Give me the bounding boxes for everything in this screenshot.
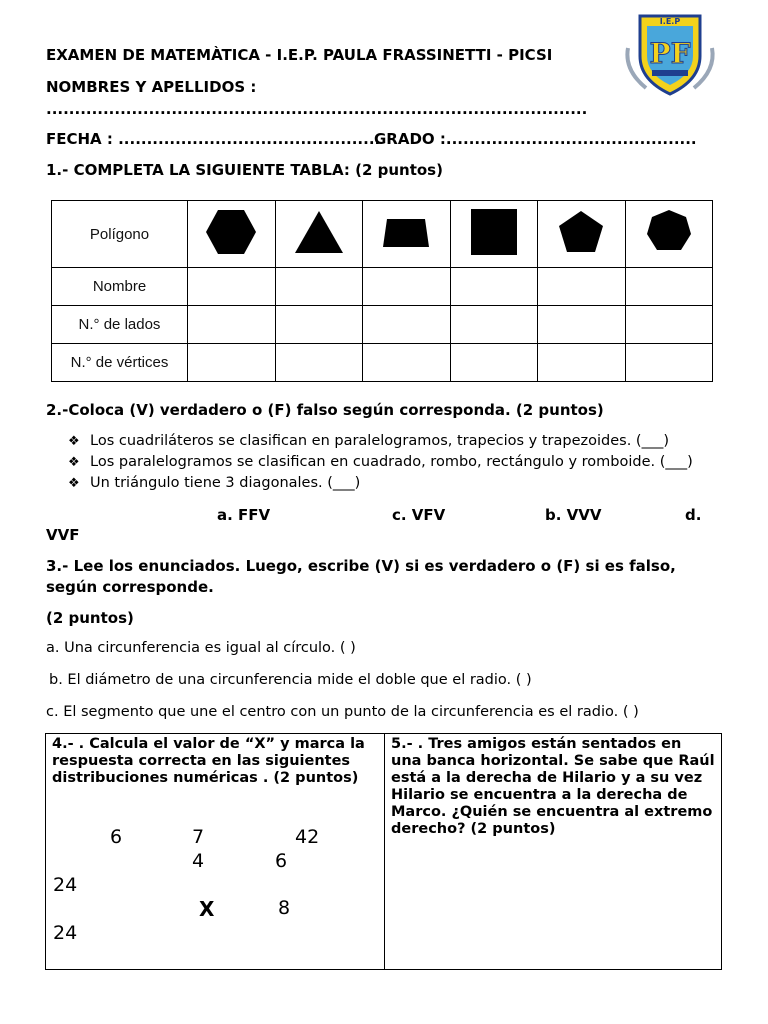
number-cell: 6 xyxy=(110,826,123,848)
q3-points: (2 puntos) xyxy=(46,609,134,627)
q4-q5-table xyxy=(45,733,722,970)
answer-cell[interactable] xyxy=(188,344,276,382)
list-item: ❖ Los cuadriláteros se clasifican en paralelogramos, trapecios y trapezoides. (___) xyxy=(68,431,693,452)
answer-cell[interactable] xyxy=(625,344,713,382)
answer-cell[interactable] xyxy=(538,306,626,344)
q3-title-line1: 3.- Lee los enunciados. Luego, escribe (V) si es verdadero o (F) si es falso, xyxy=(46,557,676,575)
number-cell: 42 xyxy=(295,826,320,848)
diamond-bullet-icon: ❖ xyxy=(68,434,80,449)
heptagon-icon xyxy=(625,201,713,268)
list-item: ❖ Los paralelogramos se clasifican en cuadrado, rombo, rectángulo y romboide. (___) xyxy=(68,452,693,473)
q3-item-c: c. El segmento que une el centro con un punto de la circunferencia es el radio. ( ) xyxy=(46,704,639,720)
answer-cell[interactable] xyxy=(538,268,626,306)
row-label-name: Nombre xyxy=(52,268,188,306)
option-d[interactable]: d. xyxy=(685,506,702,524)
diamond-bullet-icon: ❖ xyxy=(68,476,80,491)
q1-title: 1.- COMPLETA LA SIGUIENTE TABLA: (2 puntos) xyxy=(46,161,443,179)
triangle-icon xyxy=(275,201,363,268)
q3-item-a: a. Una circunferencia es igual al círculo. ( ) xyxy=(46,640,356,656)
answer-cell[interactable] xyxy=(275,268,363,306)
diamond-bullet-icon: ❖ xyxy=(68,455,80,470)
q2-statement-list xyxy=(68,431,693,494)
option-a[interactable]: a. FFV xyxy=(217,506,271,524)
answer-cell[interactable] xyxy=(625,268,713,306)
q2-title: 2.-Coloca (V) verdadero o (F) falso según corresponda. (2 puntos) xyxy=(46,401,604,419)
number-cell: 8 xyxy=(278,897,291,919)
row-label-polygon: Polígono xyxy=(52,201,188,268)
row-label-sides: N.° de lados xyxy=(52,306,188,344)
date-field[interactable]: FECHA : .............................................. xyxy=(46,130,381,148)
answer-cell[interactable] xyxy=(363,344,451,382)
hexagon-icon xyxy=(188,201,276,268)
number-cell: 7 xyxy=(192,826,205,848)
q3-title-line2: según corresponde. xyxy=(46,578,214,596)
logo-top-text: I.E.P xyxy=(659,17,681,26)
exam-title: EXAMEN DE MATEMÀTICA - I.E.P. PAULA FRASSINETTI - PICSI xyxy=(46,46,553,64)
answer-cell[interactable] xyxy=(275,306,363,344)
polygon-table xyxy=(51,200,713,382)
school-logo xyxy=(620,8,720,98)
answer-cell[interactable] xyxy=(538,344,626,382)
q5-title: 5.- . Tres amigos están sentados en una banca horizontal. Se sabe que Raúl está a la derecha de Hilario y a su vez Hilario se encuentra a la derecha de Marco. ¿Quién se encuentra al extremo derecho? (2 puntos) xyxy=(391,736,715,837)
names-line[interactable]: ............................................................................................... xyxy=(46,100,588,118)
row-label-vertices: N.° de vértices xyxy=(52,344,188,382)
answer-cell[interactable] xyxy=(188,306,276,344)
answer-cell[interactable] xyxy=(450,344,538,382)
q4-title: 4.- . Calcula el valor de “X” y marca la respuesta correcta en las siguientes distribuciones numéricas . (2 puntos) xyxy=(52,736,365,786)
grade-field[interactable]: GRADO :............................................ xyxy=(374,130,697,148)
number-cell: 24 xyxy=(53,874,78,896)
square-icon xyxy=(450,201,538,268)
q3-item-b: b. El diámetro de una circunferencia mide el doble que el radio. ( ) xyxy=(49,672,532,688)
list-item: ❖ Un triángulo tiene 3 diagonales. (___) xyxy=(68,473,693,494)
answer-cell[interactable] xyxy=(363,268,451,306)
answer-cell[interactable] xyxy=(450,268,538,306)
answer-cell[interactable] xyxy=(363,306,451,344)
number-cell: 24 xyxy=(53,922,78,944)
pentagon-icon xyxy=(538,201,626,268)
unknown-x: X xyxy=(199,897,215,921)
answer-cell[interactable] xyxy=(275,344,363,382)
names-label: NOMBRES Y APELLIDOS : xyxy=(46,78,257,96)
trapezoid-icon xyxy=(363,201,451,268)
option-b[interactable]: b. VVV xyxy=(545,506,602,524)
option-d-value: VVF xyxy=(46,526,80,544)
logo-letters: PF xyxy=(649,37,691,70)
answer-cell[interactable] xyxy=(625,306,713,344)
answer-cell[interactable] xyxy=(188,268,276,306)
answer-cell[interactable] xyxy=(450,306,538,344)
number-cell: 6 xyxy=(275,850,288,872)
number-cell: 4 xyxy=(192,850,205,872)
option-c[interactable]: c. VFV xyxy=(392,506,446,524)
